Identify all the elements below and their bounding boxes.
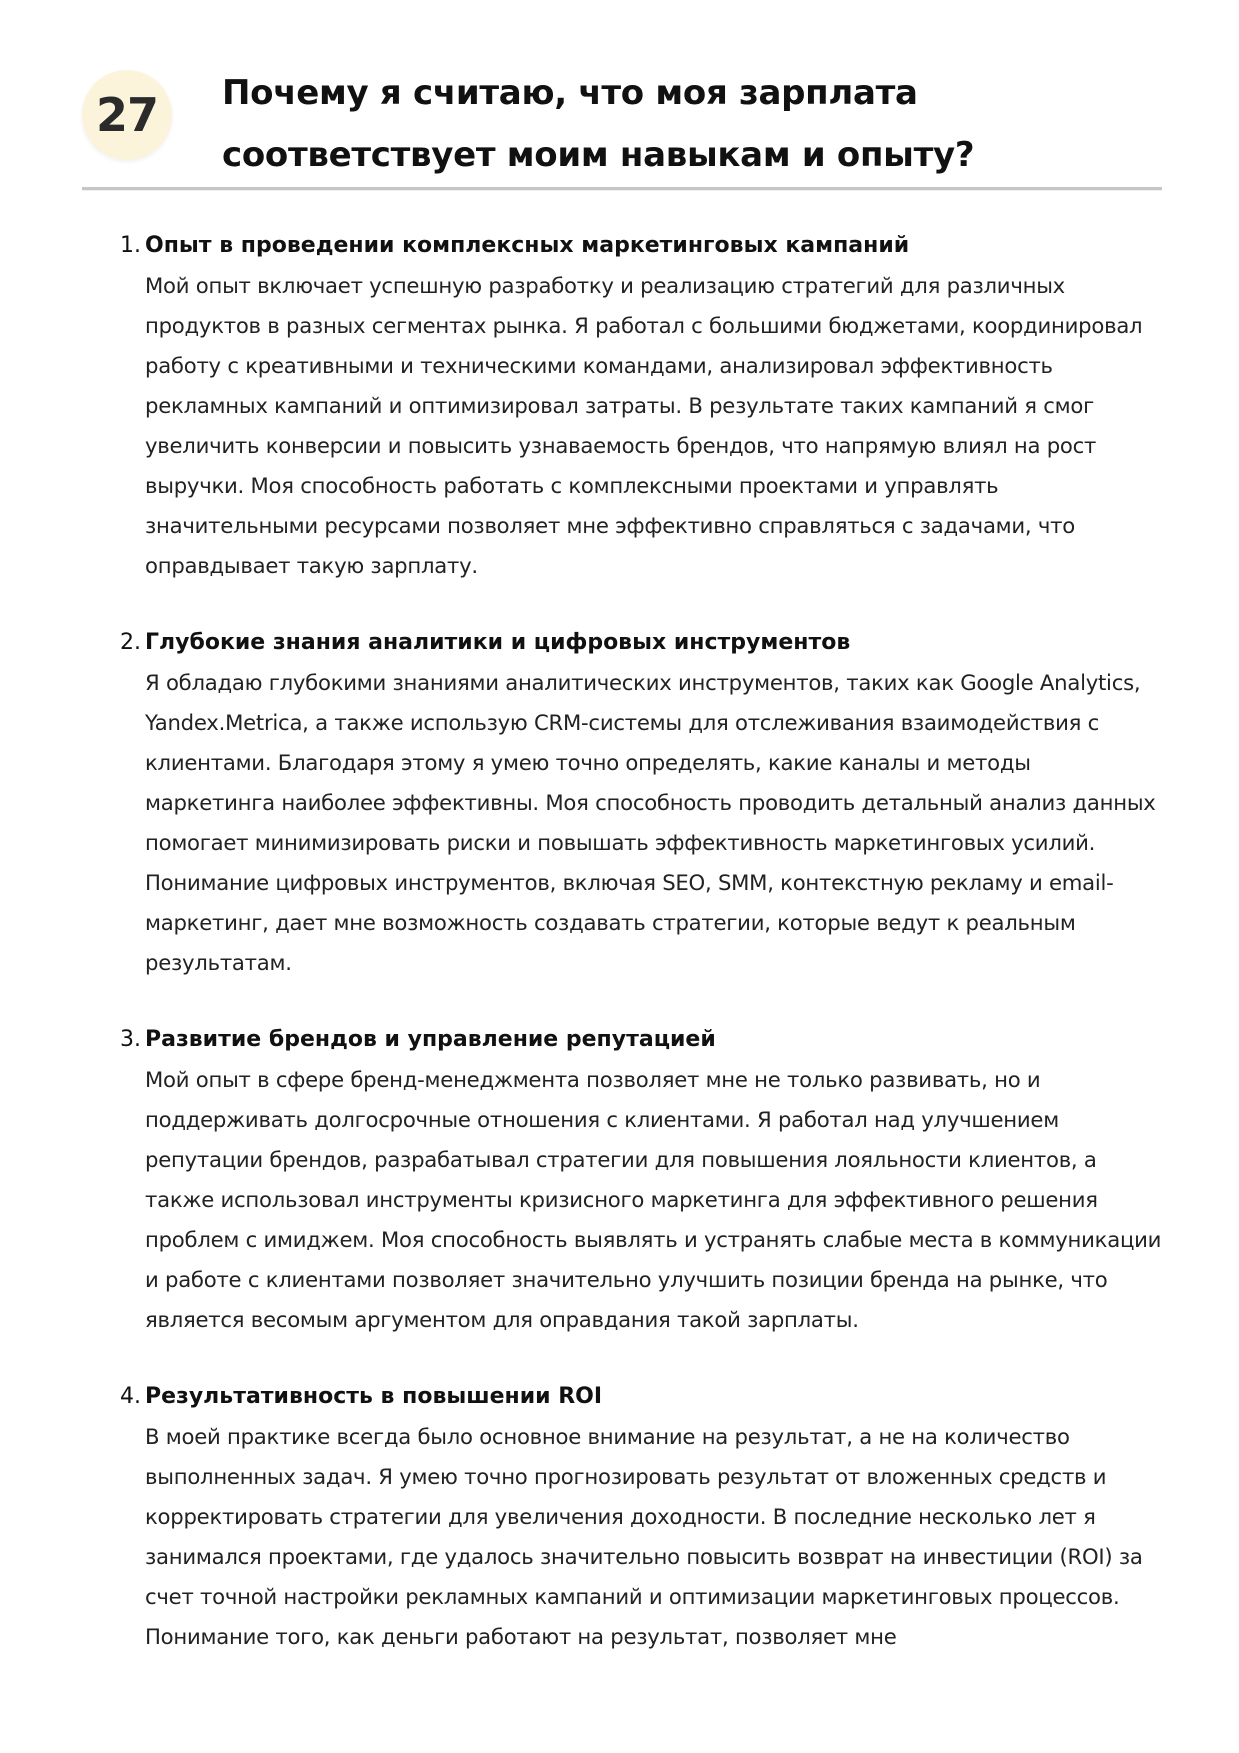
- list-item-number: 1.: [120, 233, 141, 258]
- list-item: [120, 1020, 1165, 1340]
- chapter-header: [82, 62, 1162, 190]
- list-item-heading: Развитие брендов и управление репутацией: [145, 1027, 716, 1052]
- list-item-number: 3.: [120, 1027, 141, 1052]
- list-item: [120, 1377, 1165, 1657]
- list-item-heading: Результативность в повышении ROI: [145, 1384, 603, 1409]
- chapter-title: Почему я считаю, что моя зарплата соответствует моим навыкам и опыту?: [222, 73, 975, 175]
- list-item: [120, 226, 1165, 586]
- chapter-number-badge: 27: [82, 70, 172, 160]
- list-item-body: В моей практике всегда было основное внимание на результат, а не на количество выполненных задач. Я умею точно прогнозировать результат от вложенных средств и корректировать стратегии для увеличения доходности. В последние несколько лет я занимался проектами, где удалось значительно повысить возврат на инвестиции (ROI) за счет точной настройки рекламных кампаний и оптимизации маркетинговых процессов. Понимание того, как деньги работают на результат, позволяет мне: [145, 1424, 1143, 1649]
- list-item-body: Я обладаю глубокими знаниями аналитических инструментов, таких как Google Analytics, Yandex.Metrica, а также использую CRM-системы для отслеживания взаимодействия с клиентами. Благодаря этому я умею точно определять, какие каналы и методы маркетинга наиболее эффективны. Моя способность проводить детальный анализ данных помогает минимизировать риски и повышать эффективность маркетинговых усилий. Понимание цифровых инструментов, включая SEO, SMM, контекстную рекламу и email-маркетинг, дает мне возможность создавать стратегии, которые ведут к реальным результатам.: [145, 670, 1156, 975]
- list-item-heading: Опыт в проведении комплексных маркетинговых кампаний: [145, 233, 910, 258]
- list-item: [120, 623, 1165, 983]
- list-item-body: Мой опыт включает успешную разработку и реализацию стратегий для различных продуктов в разных сегментах рынка. Я работал с большими бюджетами, координировал работу с креативными и техническими командами, анализировал эффективность рекламных кампаний и оптимизировал затраты. В результате таких кампаний я смог увеличить конверсии и повысить узнаваемость брендов, что напрямую влиял на рост выручки. Моя способность работать с комплексными проектами и управлять значительными ресурсами позволяет мне эффективно справляться с задачами, что оправдывает такую зарплату.: [145, 273, 1143, 578]
- list-item-number: 4.: [120, 1384, 141, 1409]
- list-item-body: Мой опыт в сфере бренд-менеджмента позволяет мне не только развивать, но и поддерживать долгосрочные отношения с клиентами. Я работал над улучшением репутации брендов, разрабатывал стратегии для повышения лояльности клиентов, а также использовал инструменты кризисного маркетинга для эффективного решения проблем с имиджем. Моя способность выявлять и устранять слабые места в коммуникации и работе с клиентами позволяет значительно улучшить позиции бренда на рынке, что является весомым аргументом для оправдания такой зарплаты.: [145, 1067, 1162, 1332]
- reasons-list: [120, 226, 1165, 1694]
- list-item-heading: Глубокие знания аналитики и цифровых инструментов: [145, 630, 851, 655]
- list-item-number: 2.: [120, 630, 141, 655]
